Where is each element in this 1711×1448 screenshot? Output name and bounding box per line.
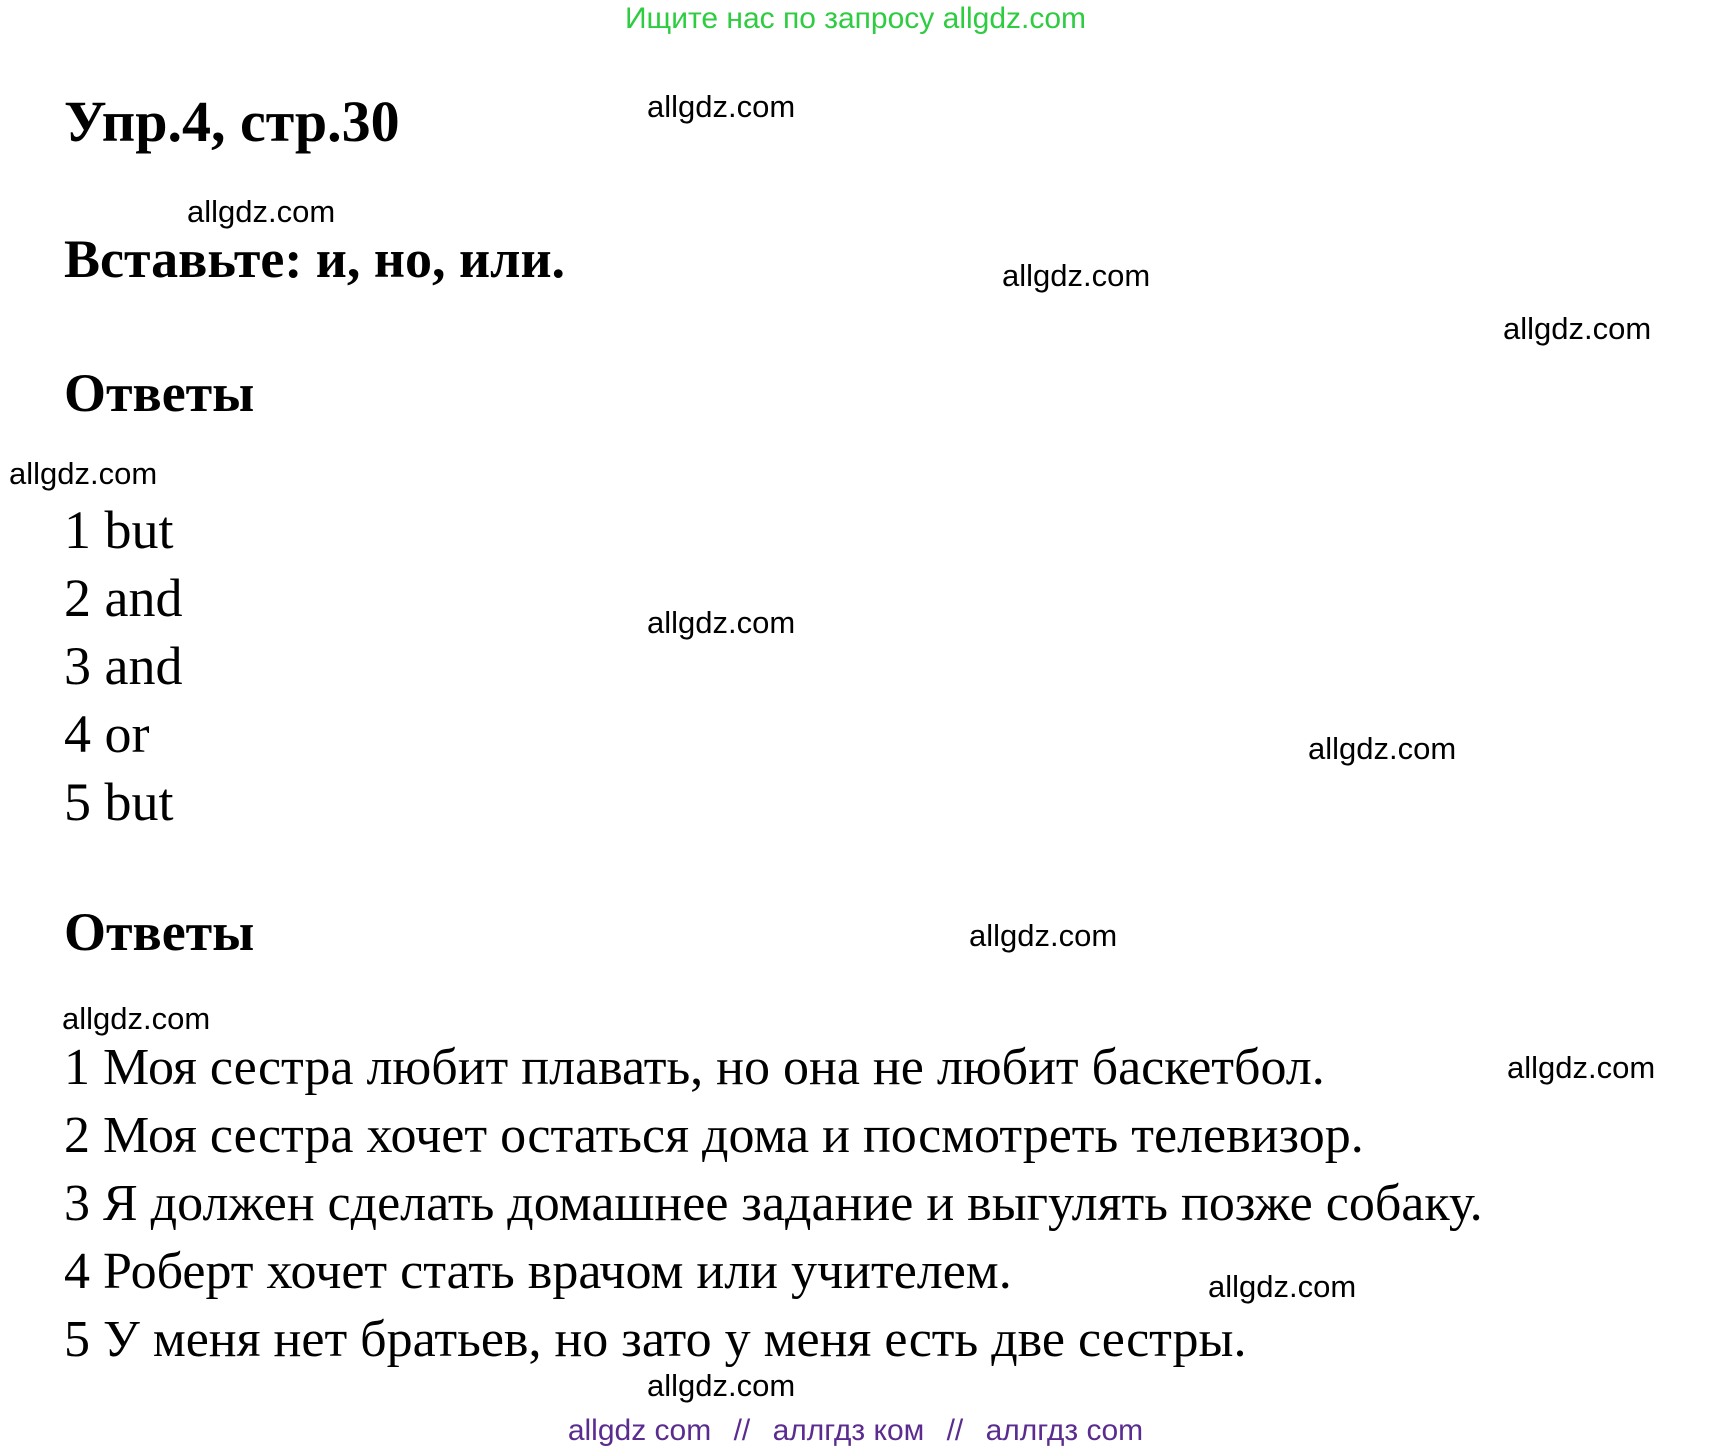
task-instruction: Вставьте: и, но, или. xyxy=(64,229,566,289)
search-banner: Ищите нас по запросу allgdz.com xyxy=(624,2,1087,35)
answer-item: 2 and xyxy=(64,568,183,628)
footer-link-allgdz[interactable]: allgdz com xyxy=(567,1414,712,1447)
watermark: allgdz.com xyxy=(969,918,1118,953)
watermark: allgdz.com xyxy=(647,605,796,640)
footer-link-allgdz-cyrillic[interactable]: аллгдз ком xyxy=(772,1414,925,1447)
footer-links xyxy=(0,1414,1711,1448)
watermark: allgdz.com xyxy=(1507,1050,1656,1085)
answers-heading-translation: Ответы xyxy=(64,902,255,962)
translation-item: 5 У меня нет братьев, но зато у меня есть две сестры. xyxy=(64,1311,1247,1368)
answer-item: 4 or xyxy=(64,704,150,764)
translation-item: 3 Я должен сделать домашнее задание и выгулять позже собаку. xyxy=(64,1175,1483,1232)
watermark: allgdz.com xyxy=(647,89,796,124)
answer-item: 1 but xyxy=(64,500,174,560)
answers-heading-english: Ответы xyxy=(64,363,255,423)
watermark: allgdz.com xyxy=(9,456,158,491)
watermark: allgdz.com xyxy=(1503,311,1652,346)
watermark: allgdz.com xyxy=(1308,731,1457,766)
answer-item: 5 but xyxy=(64,772,174,832)
footer-separator: // xyxy=(733,1414,751,1447)
watermark: allgdz.com xyxy=(187,194,336,229)
exercise-title: Упр.4, стр.30 xyxy=(64,89,400,154)
translation-item: 4 Роберт хочет стать врачом или учителем. xyxy=(64,1243,1012,1300)
answer-item: 3 and xyxy=(64,636,183,696)
watermark: allgdz.com xyxy=(647,1368,796,1403)
translation-answers-list xyxy=(64,1034,1483,1374)
english-answers-list xyxy=(64,496,182,836)
watermark: allgdz.com xyxy=(1208,1269,1357,1304)
footer-link-allgdz-mixed[interactable]: аллгдз com xyxy=(985,1414,1144,1447)
translation-item: 1 Моя сестра любит плавать, но она не любит баскетбол. xyxy=(64,1039,1325,1096)
watermark: allgdz.com xyxy=(62,1001,211,1036)
watermark: allgdz.com xyxy=(1002,258,1151,293)
translation-item: 2 Моя сестра хочет остаться дома и посмотреть телевизор. xyxy=(64,1107,1364,1164)
footer-separator: // xyxy=(946,1414,964,1447)
